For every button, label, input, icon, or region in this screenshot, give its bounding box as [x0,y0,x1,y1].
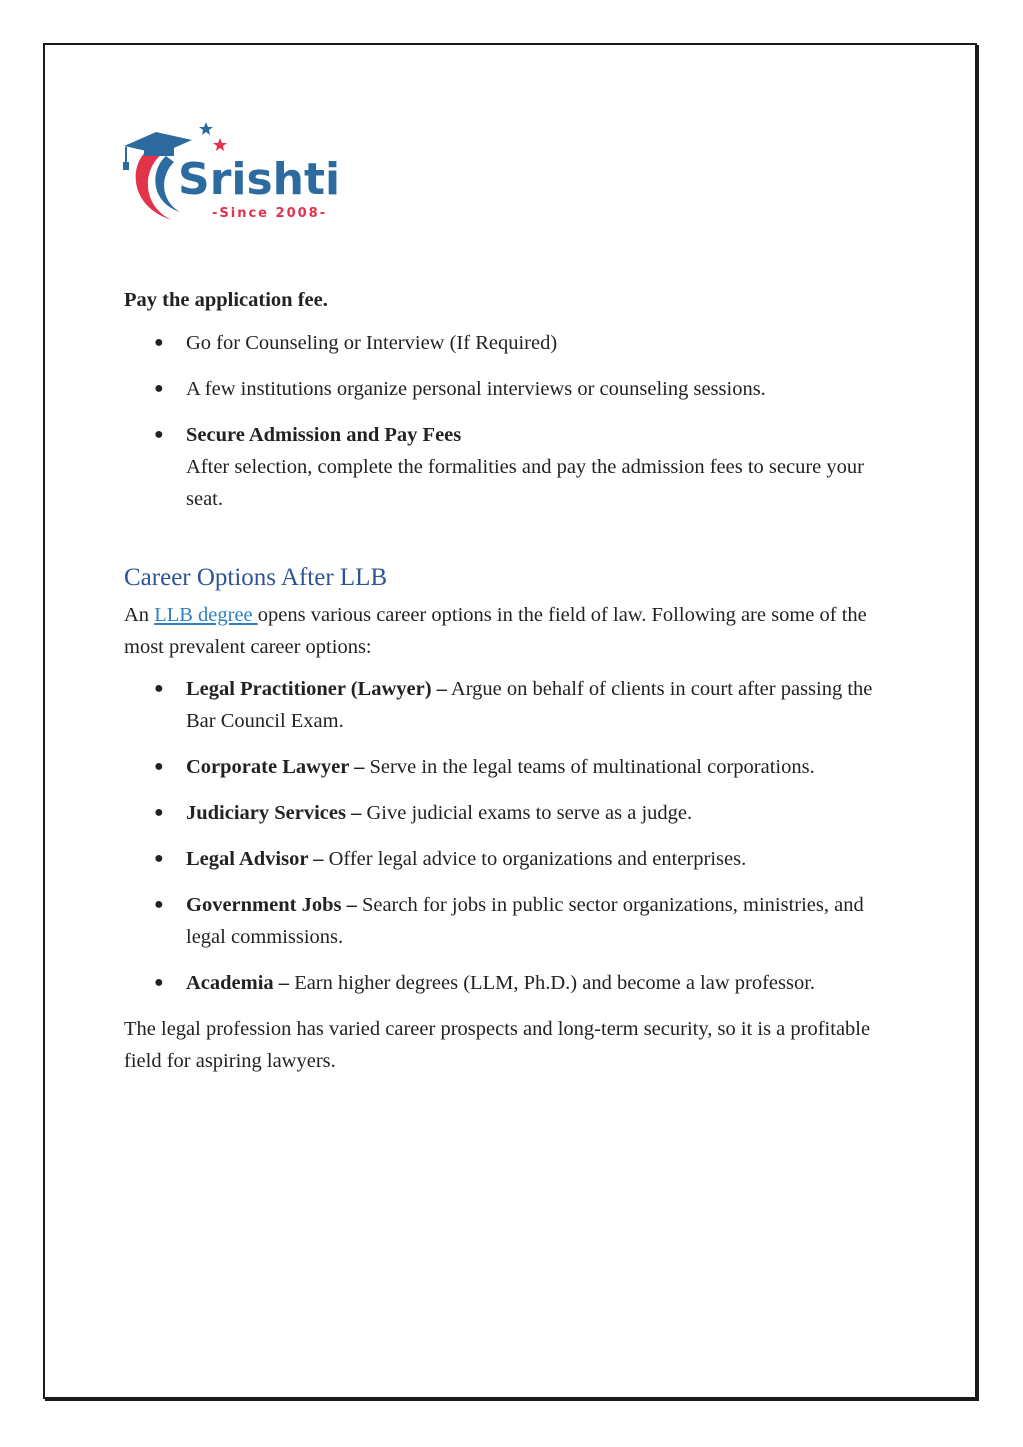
list-item-title: Government Jobs – [186,894,357,916]
list-item [124,373,894,405]
logo-tagline-text: -Since 2008- [212,206,328,221]
list-item-title: Legal Advisor – [186,848,324,870]
admission-steps-heading: Pay the application fee. [124,289,328,311]
list-item [124,673,894,737]
srishti-logo [120,118,350,228]
career-section-title: Career Options After LLB [124,564,388,591]
list-item [124,751,894,783]
list-item [124,327,894,359]
list-item-text: Offer legal advice to organizations and enterprises. [323,848,747,870]
intro-suffix: opens various career options in the field of law. Following are some of the most prevalent career options: [124,604,867,658]
bullet-icon: ● [154,426,164,443]
career-options-list [124,673,894,999]
list-item-title: Corporate Lawyer – [186,756,365,778]
list-item [124,967,894,999]
bullet-icon: ● [154,974,164,991]
list-item-title: Academia – [186,972,290,994]
bullet-icon: ● [154,804,164,821]
list-item-text: Search for jobs in public sector organizations, ministries, and legal commissions. [186,894,864,948]
bullet-icon: ● [154,896,164,913]
list-item-title: Judiciary Services – [186,802,362,824]
bullet-icon: ● [154,680,164,697]
document-body [124,284,894,1098]
list-item [124,419,894,515]
bullet-icon: ● [154,758,164,775]
bullet-icon: ● [154,380,164,397]
bullet-icon: ● [154,850,164,867]
intro-prefix: An [124,604,155,626]
bullet-icon: ● [154,334,164,351]
closing-paragraph: The legal profession has varied career prospects and long-term security, so it is a profitable field for aspiring lawyers. [124,1018,871,1072]
list-item-text: Go for Counseling or Interview (If Required) [186,332,558,354]
list-item [124,797,894,829]
list-item [124,843,894,875]
list-item-text: Argue on behalf of clients in court after passing the Bar Council Exam. [186,678,873,732]
admission-steps-list [124,327,894,515]
logo-brand-text: Srishti [178,154,341,205]
list-item-text: Earn higher degrees (LLM, Ph.D.) and become a law professor. [289,972,816,994]
srishti-logo-graphic [120,118,350,228]
list-item-title: Legal Practitioner (Lawyer) – [186,678,447,700]
career-intro-paragraph [124,599,894,663]
list-item-text: Give judicial exams to serve as a judge. [361,802,693,824]
list-item [124,889,894,953]
list-item-text: After selection, complete the formalities and pay the admission fees to secure your seat. [186,456,864,510]
llb-degree-link[interactable]: LLB degree [154,604,258,626]
list-item-text: Serve in the legal teams of multinational corporations. [364,756,815,778]
list-item-text: A few institutions organize personal interviews or counseling sessions. [186,378,766,400]
list-item-title: Secure Admission and Pay Fees [186,424,462,446]
